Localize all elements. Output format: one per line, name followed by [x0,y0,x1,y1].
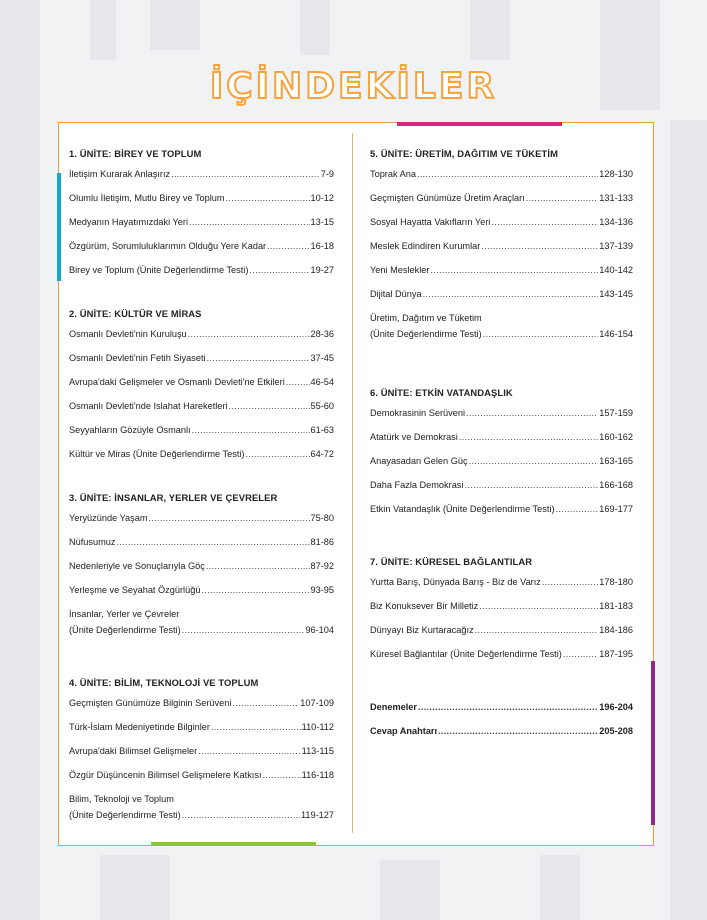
toc-entry[interactable] [370,329,633,339]
dot-leader [481,241,598,251]
entry-label: Dünyayı Biz Kurtaracağız [370,625,474,635]
toc-entry[interactable] [370,217,633,227]
entry-label: Olumlu İletişim, Mutlu Birey ve Toplum [69,193,225,203]
toc-entry[interactable] [69,265,334,275]
accent-bar-pink [397,122,562,126]
dot-leader [226,193,310,203]
toc-entry[interactable] [69,169,334,179]
unit-heading: 4. ÜNİTE: BİLİM, TEKNOLOJİ VE TOPLUM [69,677,259,688]
toc-entry[interactable] [370,265,633,275]
toc-entry[interactable] [69,217,334,227]
entry-pages: 81-86 [310,537,334,547]
entry-pages: 157-159 [599,408,633,418]
entry-label: Nedenleriyle ve Sonuçlarıyla Göç [69,561,205,571]
entry-label: Yurtta Barış, Dünyada Barış - Biz de Varız [370,577,541,587]
entry-label-line1[interactable]: Bilim, Teknoloji ve Toplum [69,794,174,804]
entry-pages: 131-133 [599,193,633,203]
toc-entry[interactable] [370,625,633,635]
entry-label: Dijital Dünya [370,289,422,299]
entry-label: Özgür Düşüncenin Bilimsel Gelişmelere Katkısı [69,770,262,780]
dot-leader [229,401,310,411]
dot-leader [459,432,598,442]
entry-pages: 113-115 [301,746,334,756]
dot-leader [182,625,305,635]
entry-pages: 110-112 [301,722,334,732]
entry-pages: 169-177 [599,504,633,514]
dot-leader [263,770,301,780]
entry-label: Osmanlı Devleti'nde Islahat Hareketleri [69,401,228,411]
toc-entry[interactable] [370,649,633,659]
entry-pages: 64-72 [310,449,334,459]
entry-pages: 128-130 [599,169,633,179]
entry-label: Yeryüzünde Yaşam [69,513,148,523]
toc-entry[interactable] [370,241,633,251]
dot-leader [418,702,598,712]
dot-leader [211,722,301,732]
toc-entry[interactable] [69,377,334,387]
entry-pages: 143-145 [599,289,633,299]
entry-label-line1[interactable]: Üretim, Dağıtım ve Tüketim [370,313,482,323]
entry-pages: 28-36 [310,329,334,339]
toc-entry[interactable] [69,625,334,635]
entry-pages: 7-9 [320,169,334,179]
entry-label: Anayasadan Gelen Güç [370,456,468,466]
unit-heading: 5. ÜNİTE: ÜRETİM, DAĞITIM VE TÜKETİM [370,148,558,159]
toc-entry[interactable] [69,770,334,780]
entry-label: Osmanlı Devleti'nin Fetih Siyaseti [69,353,206,363]
toc-entry[interactable] [69,746,334,756]
unit-heading: 2. ÜNİTE: KÜLTÜR VE MİRAS [69,308,202,319]
entry-label: Cevap Anahtarı [370,726,438,736]
entry-label: Geçmişten Günümüze Bilginin Serüveni [69,698,232,708]
dot-leader [475,625,599,635]
unit-heading: 1. ÜNİTE: BİREY VE TOPLUM [69,148,202,159]
dot-leader [430,265,598,275]
entry-label: Seyyahların Gözüyle Osmanlı [69,425,191,435]
entry-pages: 181-183 [599,601,633,611]
toc-entry[interactable] [69,810,334,820]
entry-label: Etkin Vatandaşlık (Ünite Değerlendirme Testi) [370,504,555,514]
dot-leader [286,377,310,387]
toc-entry[interactable] [370,480,633,490]
entry-pages: 146-154 [599,329,633,339]
dot-leader [149,513,310,523]
entry-pages: 137-139 [599,241,633,251]
entry-pages: 13-15 [310,217,334,227]
toc-entry[interactable] [69,698,334,708]
toc-entry[interactable] [370,432,633,442]
dot-leader [232,698,299,708]
dot-leader [423,289,599,299]
dot-leader [192,425,310,435]
entry-label: Sosyal Hayatta Vakıfların Yeri [370,217,491,227]
column-divider [352,133,353,833]
entry-pages: 184-186 [599,625,633,635]
toc-entry[interactable] [370,289,633,299]
dot-leader [491,217,598,227]
entry-pages: 107-109 [300,698,334,708]
entry-pages: 160-162 [599,432,633,442]
dot-leader [206,561,310,571]
entry-pages: 187-195 [599,649,633,659]
entry-pages: 87-92 [310,561,334,571]
toc-entry[interactable] [69,401,334,411]
entry-label-line1[interactable]: İnsanlar, Yerler ve Çevreler [69,609,180,619]
entry-label: Avrupa'daki Gelişmeler ve Osmanlı Devleti'ne Etkileri [69,377,285,387]
unit-heading: 3. ÜNİTE: İNSANLAR, YERLER VE ÇEVRELER [69,492,278,503]
unit-heading: 6. ÜNİTE: ETKİN VATANDAŞLIK [370,387,513,398]
dot-leader [464,480,598,490]
dot-leader [417,169,598,179]
entry-label: İletişim Kurarak Anlaşırız [69,169,171,179]
entry-pages: 93-95 [310,585,334,595]
entry-label: Meslek Edindiren Kurumlar [370,241,481,251]
entry-pages: 37-45 [310,353,334,363]
toc-entry-cevap-anahtari[interactable] [370,726,633,736]
page-title: İÇİNDEKİLER [209,66,498,107]
toc-entry[interactable] [69,722,334,732]
entry-label: (Ünite Değerlendirme Testi) [69,810,181,820]
entry-label: Kültür ve Miras (Ünite Değerlendirme Testi) [69,449,245,459]
dot-leader [483,329,599,339]
toc-entry[interactable] [370,601,633,611]
toc-entry[interactable] [370,408,633,418]
entry-pages: 46-54 [310,377,334,387]
entry-label: Daha Fazla Demokrasi [370,480,464,490]
dot-leader [438,726,598,736]
entry-label: Nüfusumuz [69,537,116,547]
dot-leader [116,537,309,547]
accent-bar-cyan [57,173,61,281]
toc-entry[interactable] [370,169,633,179]
entry-pages: 75-80 [310,513,334,523]
toc-entry[interactable] [69,353,334,363]
toc-entry[interactable] [370,577,633,587]
entry-pages: 178-180 [599,577,633,587]
entry-label: Biz Konuksever Bir Milletiz [370,601,479,611]
entry-label: Özgürüm, Sorumluluklarımın Olduğu Yere Kadar [69,241,267,251]
entry-label: Medyanın Hayatımızdaki Yeri [69,217,188,227]
dot-leader [469,456,599,466]
entry-pages: 19-27 [310,265,334,275]
entry-pages: 134-136 [599,217,633,227]
entry-pages: 10-12 [310,193,334,203]
entry-label: Osmanlı Devleti'nin Kuruluşu [69,329,187,339]
entry-label: Yerleşme ve Seyahat Özgürlüğü [69,585,201,595]
dot-leader [479,601,598,611]
entry-label: Atatürk ve Demokrasi [370,432,458,442]
dot-leader [198,746,300,756]
dot-leader [171,169,320,179]
entry-label: (Ünite Değerlendirme Testi) [69,625,181,635]
entry-label: (Ünite Değerlendirme Testi) [370,329,482,339]
dot-leader [201,585,309,595]
entry-pages: 205-208 [599,726,633,736]
toc-entry[interactable] [69,449,334,459]
entry-pages: 166-168 [599,480,633,490]
entry-pages: 163-165 [599,456,633,466]
dot-leader [188,329,310,339]
dot-leader [207,353,310,363]
entry-label: Demokrasinin Serüveni [370,408,465,418]
toc-entry[interactable] [69,241,334,251]
entry-pages: 116-118 [301,770,334,780]
toc-entry[interactable] [69,561,334,571]
accent-bar-purple [651,661,655,825]
toc-entry[interactable] [370,456,633,466]
toc-entry[interactable] [370,193,633,203]
entry-pages: 16-18 [310,241,334,251]
toc-entry[interactable] [69,537,334,547]
toc-entry[interactable] [370,504,633,514]
unit-heading: 7. ÜNİTE: KÜRESEL BAĞLANTILAR [370,556,533,567]
dot-leader [556,504,599,514]
dot-leader [526,193,599,203]
dot-leader [189,217,310,227]
toc-entry-denemeler[interactable] [370,702,633,712]
dot-leader [267,241,309,251]
dot-leader [563,649,598,659]
dot-leader [249,265,309,275]
entry-label: Toprak Ana [370,169,416,179]
entry-pages: 119-127 [300,810,334,820]
toc-entry[interactable] [69,513,334,523]
entry-label: Yeni Meslekler [370,265,430,275]
dot-leader [182,810,300,820]
dot-leader [466,408,598,418]
entry-label: Birey ve Toplum (Ünite Değerlendirme Testi) [69,265,249,275]
entry-pages: 96-104 [305,625,334,635]
entry-label: Küresel Bağlantılar (Ünite Değerlendirme Testi) [370,649,562,659]
accent-bar-green [151,842,316,846]
dot-leader [245,449,309,459]
toc-entry[interactable] [69,425,334,435]
entry-pages: 61-63 [310,425,334,435]
dot-leader [542,577,598,587]
entry-label: Avrupa'daki Bilimsel Gelişmeler [69,746,198,756]
entry-label: Türk-İslam Medeniyetinde Bilginler [69,722,210,732]
entry-label: Geçmişten Günümüze Üretim Araçları [370,193,525,203]
entry-pages: 140-142 [599,265,633,275]
entry-pages: 55-60 [310,401,334,411]
entry-pages: 196-204 [599,702,633,712]
toc-entry[interactable] [69,193,334,203]
toc-entry[interactable] [69,329,334,339]
toc-entry[interactable] [69,585,334,595]
entry-label: Denemeler [370,702,417,712]
